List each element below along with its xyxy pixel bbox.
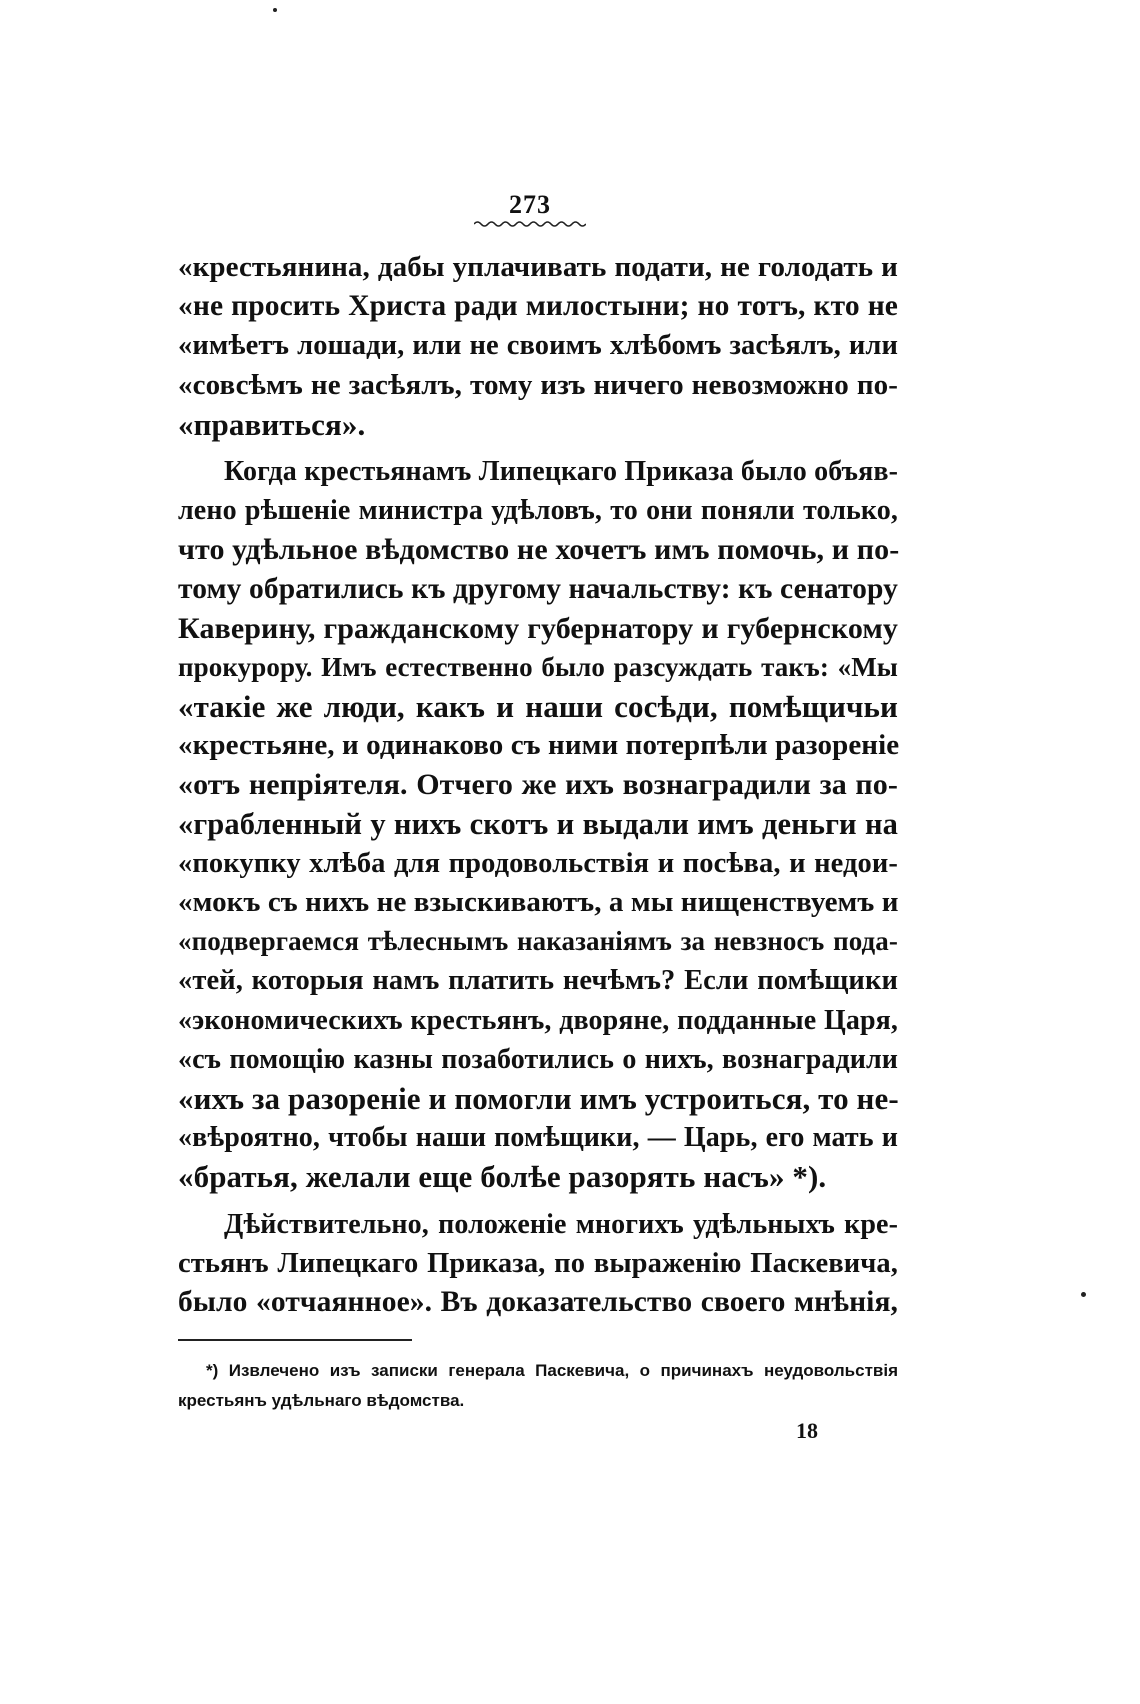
speck-mark [1081, 1292, 1086, 1297]
text-line: «имѣетъ лошади, или не своимъ хлѣбомъ засѣялъ, или [178, 330, 898, 362]
footnote-line: крестьянъ удѣльнаго вѣдомства. [178, 1391, 465, 1410]
text-line: Когда крестьянамъ Липецкаго Приказа было объяв- [224, 455, 898, 487]
text-line: тому обратились къ другому начальству: къ сенатору [178, 572, 898, 605]
text-line: «съ помощію казны позаботились о нихъ, вознаградили [178, 1043, 898, 1075]
text-line: «такіе же люди, какъ и наши сосѣди, помѣщичьи [178, 689, 898, 725]
text-line: «братья, желали еще болѣе разорять насъ» *). [178, 1159, 827, 1195]
text-line: лено рѣшеніе министра удѣловъ, то они поняли только, [178, 495, 898, 527]
paragraph [178, 248, 898, 444]
text-line: «правиться». [178, 406, 366, 442]
text-line: «мокъ съ нихъ не взыскиваютъ, а мы нищенствуемъ и [178, 886, 899, 918]
text-line: стьянъ Липецкаго Приказа, по выраженію Паскевича, [178, 1247, 898, 1279]
text-line: «вѣроятно, чтобы наши помѣщики, — Царь, его мать и [178, 1122, 898, 1154]
speck-mark [273, 8, 277, 12]
text-line: «крестьянина, дабы уплачивать подати, не голодать и [178, 251, 898, 283]
text-line: «покупку хлѣба для продовольствія и посѣва, и недои- [178, 847, 898, 879]
text-line: «отъ непріятеля. Отчего же ихъ вознаградили за по- [178, 768, 898, 802]
text-line: Каверину, гражданскому губернатору и губернскому [178, 611, 898, 645]
text-line: «крестьяне, и одинаково съ ними потерпѣли разореніе [178, 729, 900, 762]
page-number: 273 [509, 190, 551, 219]
text-line: «ихъ за разореніе и помогли имъ устроиться, то не- [178, 1080, 899, 1116]
text-line: «грабленный у нихъ скотъ и выдали имъ деньги на [178, 806, 898, 841]
text-line: что удѣльное вѣдомство не хочетъ имъ помочь, и по- [178, 533, 900, 567]
text-line: прокурору. Имъ естественно было разсуждать такъ: «Мы [178, 651, 898, 682]
paragraph [178, 1205, 898, 1323]
body-text [178, 248, 898, 1322]
text-line: «подвергаемся тѣлеснымъ наказаніямъ за невзносъ пода- [178, 926, 898, 957]
text-line: Дѣйствительно, положеніе многихъ удѣльныхъ кре- [224, 1208, 898, 1240]
text-line: «не просить Христа ради милостыни; но тотъ, кто не [178, 290, 898, 323]
text-line: «экономическихъ крестьянъ, дворяне, подданные Царя, [178, 1004, 898, 1036]
text-line: «тей, которыя намъ платить нечѣмъ? Если помѣщики [178, 965, 898, 997]
wavy-underline [474, 220, 586, 228]
text-line: «совсѣмъ не засѣялъ, тому изъ ничего невозможно по- [178, 368, 898, 401]
footnote [178, 1356, 898, 1416]
page-header [470, 190, 590, 228]
text-line: было «отчаянное». Въ доказательство своего мнѣнія, [178, 1285, 898, 1318]
footnote-rule [178, 1339, 412, 1341]
footnote-line: *) Извлечено изъ записки генерала Паскевича, о причинахъ неудовольствія [206, 1361, 898, 1380]
signature-mark: 18 [796, 1418, 818, 1443]
paragraph [178, 452, 898, 1197]
